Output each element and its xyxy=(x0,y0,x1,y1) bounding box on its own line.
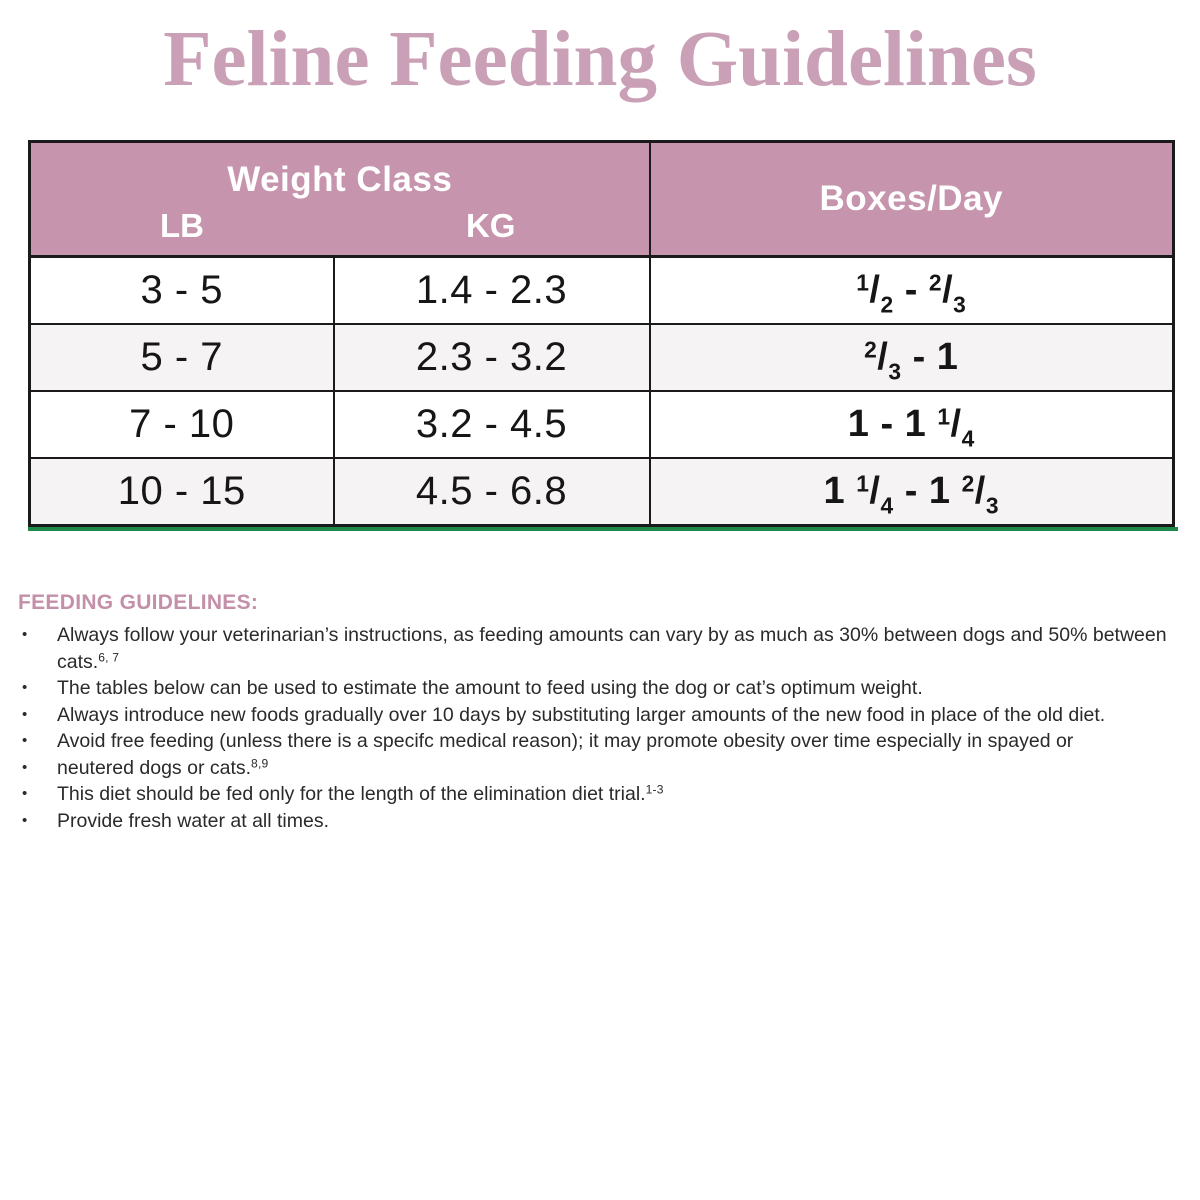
boxes-cell: 1 $^1/_4 - 1$ $^2/_3$ xyxy=(650,458,1174,526)
fraction: $^1/_2$ xyxy=(856,269,894,318)
guidelines-heading: FEEDING GUIDELINES: xyxy=(18,591,259,615)
header-row xyxy=(30,142,1174,257)
table-row xyxy=(30,391,1174,458)
guideline-item: • Always introduce new foods gradually over 10 days by substituting larger amounts of the new food in place of the old diet. xyxy=(18,702,1183,729)
kg-cell: 4.5 - 6.8 xyxy=(334,458,650,526)
guideline-item: • Avoid free feeding (unless there is a specifc medical reason); it may promote obesity over time especially in spayed or xyxy=(18,728,1183,755)
fraction: $^2/_3$ xyxy=(928,269,967,318)
guideline-item: • This diet should be fed only for the length of the elimination diet trial.$^{1-3}$ xyxy=(18,781,1183,808)
sub-column-labels xyxy=(31,205,649,247)
weight-class-label: Weight Class xyxy=(227,160,453,200)
lb-cell: 3 - 5 xyxy=(30,257,334,325)
lb-column-header: LB xyxy=(159,207,204,245)
table-header xyxy=(30,142,1174,257)
lb-cell: 5 - 7 xyxy=(30,324,334,391)
kg-cell: 1.4 - 2.3 xyxy=(334,257,650,325)
lb-cell: 7 - 10 xyxy=(30,391,334,458)
guideline-item: • Provide fresh water at all times. xyxy=(18,808,1183,835)
boxes-cell: $^1/_2 - ^2/_3$ xyxy=(650,257,1174,325)
guideline-item: • neutered dogs or cats.$^{8,9}$ xyxy=(18,755,1183,782)
fraction: $^2/_3$ xyxy=(864,336,902,385)
boxes-cell: 1 - 1 $^1/_4$ xyxy=(650,391,1174,458)
table-row xyxy=(30,458,1174,526)
reference-superscript: 6, 7 xyxy=(98,650,120,665)
fraction: $^1/_4$ xyxy=(856,470,894,519)
table-row xyxy=(30,324,1174,391)
green-underline xyxy=(28,527,1178,531)
boxes-cell: $^2/_3 - 1$ xyxy=(650,324,1174,391)
kg-column-header: KG xyxy=(465,207,516,245)
page-title: Feline Feeding Guidelines xyxy=(163,16,1037,103)
feeding-table xyxy=(28,140,1175,527)
guideline-item: • Always follow your veterinarian’s instructions, as feeding amounts can vary by as much as 30% between dogs and 50% between cats.$^{6, 7}$ xyxy=(18,622,1183,675)
kg-cell: 2.3 - 3.2 xyxy=(334,324,650,391)
guideline-item: • The tables below can be used to estimate the amount to feed using the dog or cat’s optimum weight. xyxy=(18,675,1183,702)
boxes-day-header: Boxes/Day xyxy=(650,142,1174,257)
fraction: $^2/_3$ xyxy=(961,470,1000,519)
reference-superscript: 1-3 xyxy=(645,782,664,797)
table-row xyxy=(30,257,1174,325)
lb-cell: 10 - 15 xyxy=(30,458,334,526)
reference-superscript: 8,9 xyxy=(251,756,269,771)
kg-cell: 3.2 - 4.5 xyxy=(334,391,650,458)
guidelines-list xyxy=(18,622,1183,834)
weight-class-header xyxy=(30,142,650,257)
table-body xyxy=(30,257,1174,526)
fraction: $^1/_4$ xyxy=(937,403,975,452)
